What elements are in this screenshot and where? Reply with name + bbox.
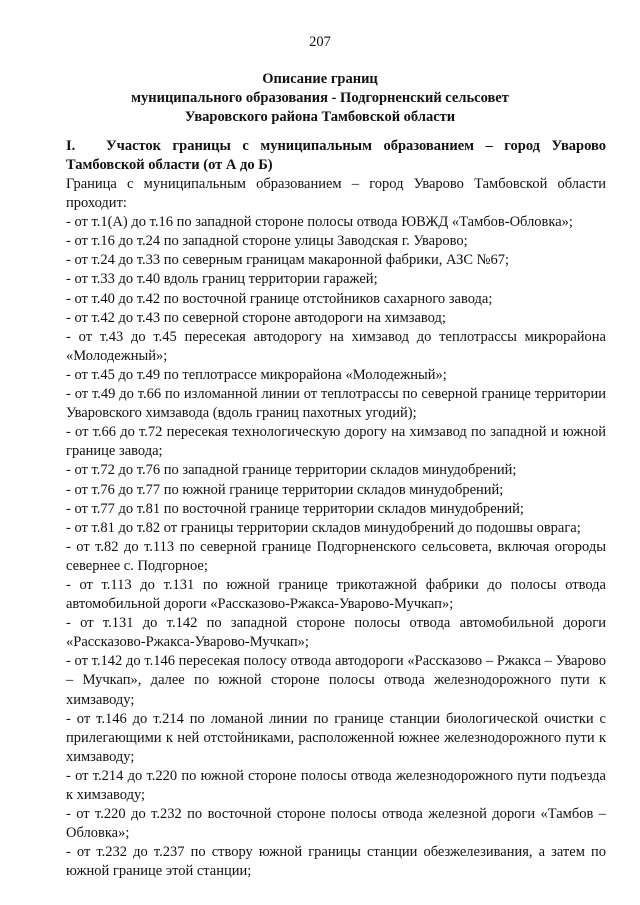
boundary-list-item: - от т.142 до т.146 пересекая полосу отвода автодороги «Рассказово – Ржакса – Уварово – Мучкап», далее по южной стороне полосы отвода железнодорожного пути к химзаводу; bbox=[66, 653, 606, 708]
boundary-list-item: - от т.40 до т.42 по восточной границе отстойников сахарного завода; bbox=[66, 290, 493, 307]
boundary-list bbox=[66, 213, 606, 881]
boundary-list-item: - от т.1(А) до т.16 по западной стороне полосы отвода ЮВЖД «Тамбов-Обловка»; bbox=[66, 214, 573, 231]
section-intro: Граница с муниципальным образованием – город Уварово Тамбовской области проходит: bbox=[66, 176, 606, 212]
boundary-list-item: - от т.220 до т.232 по восточной стороне полосы отвода железной дороги «Тамбов – Обловка»; bbox=[66, 806, 606, 842]
boundary-list-item: - от т.77 до т.81 по восточной границе территории складов минудобрений; bbox=[66, 500, 524, 517]
section-number: I. bbox=[66, 138, 76, 154]
boundary-list-item: - от т.214 до т.220 по южной стороне полосы отвода железнодорожного пути подъезда к химзаводу; bbox=[66, 767, 606, 803]
section-body bbox=[66, 175, 606, 881]
boundary-list-item: - от т.113 до т.131 по южной границе трикотажной фабрики до полосы отвода автомобильной дороги «Рассказово-Ржакса-Уварово-Мучкап»; bbox=[66, 576, 606, 613]
boundary-list-item: - от т.131 до т.142 по западной стороне полосы отвода автомобильной дороги «Рассказово-Ржакса-Уварово-Мучкап»; bbox=[66, 615, 606, 651]
section-heading bbox=[66, 137, 606, 175]
title-line-3: Уваровского района Тамбовской области bbox=[184, 109, 456, 125]
boundary-list-item: - от т.33 до т.40 вдоль границ территории гаражей; bbox=[66, 271, 378, 288]
boundary-list-item: - от т.16 до т.24 по западной стороне улицы Заводская г. Уварово; bbox=[66, 233, 468, 250]
boundary-list-item: - от т.43 до т.45 пересекая автодорогу на химзавод до теплотрассы микрорайона «Молодежный»; bbox=[66, 328, 606, 364]
boundary-list-item: - от т.232 до т.237 по створу южной границы станции обезжелезивания, а затем по южной границе этой станции; bbox=[66, 844, 606, 880]
boundary-list-item: - от т.66 до т.72 пересекая технологическую дорогу на химзавод по западной и южной границе завода; bbox=[66, 424, 606, 460]
boundary-list-item: - от т.146 до т.214 по ломаной линии по границе станции биологической очистки с прилегающими к ней отстойниками, расположенной южнее железнодорожного пути к химзаводу; bbox=[66, 710, 606, 765]
title-line-1: Описание границ bbox=[262, 71, 378, 87]
boundary-list-item: - от т.24 до т.33 по северным границам макаронной фабрики, АЗС №67; bbox=[66, 252, 510, 269]
title-line-2: муниципального образования - Подгорненский сельсовет bbox=[131, 90, 509, 106]
document-title bbox=[0, 70, 640, 127]
page-number: 207 bbox=[309, 34, 331, 50]
boundary-list-item: - от т.72 до т.76 по западной границе территории складов минудобрений; bbox=[66, 462, 517, 479]
section-heading-text: Участок границы с муниципальным образованием – город Уварово Тамбовской области (от А до Б) bbox=[66, 138, 606, 173]
boundary-list-item: - от т.82 до т.113 по северной границе Подгорненского сельсовета, включая огороды севернее с. Подгорное; bbox=[66, 538, 606, 574]
boundary-list-item: - от т.81 до т.82 от границы территории складов минудобрений до подошвы оврага; bbox=[66, 519, 581, 536]
boundary-list-item: - от т.49 до т.66 по изломанной линии от теплотрассы по северной границе территории Уваровского химзавода (вдоль границ пахотных угодий); bbox=[66, 386, 606, 422]
boundary-list-item: - от т.42 до т.43 по северной стороне автодороги на химзавод; bbox=[66, 309, 446, 326]
boundary-list-item: - от т.76 до т.77 по южной границе территории складов минудобрений; bbox=[66, 481, 504, 498]
boundary-list-item: - от т.45 до т.49 по теплотрассе микрорайона «Молодежный»; bbox=[66, 366, 447, 383]
